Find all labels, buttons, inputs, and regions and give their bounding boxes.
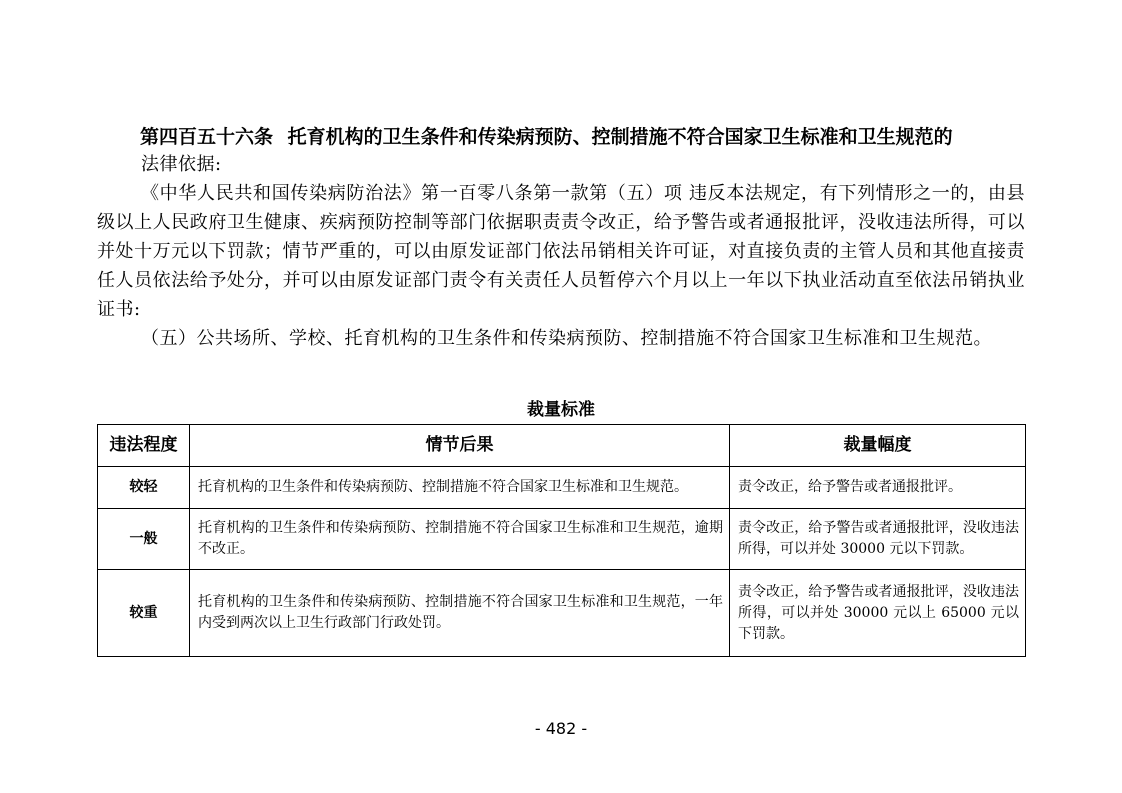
degree-cell: 较轻: [98, 467, 190, 509]
legal-basis-paragraph-1: 《中华人民共和国传染病防治法》第一百零八条第一款第（五）项 违反本法规定，有下列情形之一的，由县级以上人民政府卫生健康、疾病预防控制等部门依据职责责令改正，给予警告或者通报批评，没收违法所得，可以并处十万元以下罚款；情节严重的，可以由原发证部门依法吊销相关许可证，对直接负责的主管人员和其他直接责任人员依法给予处分，并可以由原发证部门责令有关责任人员暂停六个月以上一年以下执业活动直至依法吊销执业证书:: [97, 183, 1025, 320]
degree-cell: 一般: [98, 509, 190, 570]
table-title: 裁量标准: [527, 400, 595, 420]
range-cell: 责令改正，给予警告或者通报批评。: [730, 467, 1026, 509]
header-degree: 违法程度: [98, 425, 190, 467]
article-number: 第四百五十六条: [140, 126, 274, 148]
table-row: [98, 467, 1026, 509]
range-cell: 责令改正，给予警告或者通报批评，没收违法所得，可以并处 30000 元以下罚款。: [730, 509, 1026, 570]
header-range: 裁量幅度: [730, 425, 1026, 467]
table-row: [98, 509, 1026, 570]
circumstances-cell: 托育机构的卫生条件和传染病预防、控制措施不符合国家卫生标准和卫生规范，一年内受到两次以上卫生行政部门行政处罚。: [190, 570, 730, 657]
circumstances-cell: 托育机构的卫生条件和传染病预防、控制措施不符合国家卫生标准和卫生规范。: [190, 467, 730, 509]
degree-cell: 较重: [98, 570, 190, 657]
header-circumstances: 情节后果: [190, 425, 730, 467]
legal-basis-label: 法律依据:: [141, 154, 222, 175]
article-title: 托育机构的卫生条件和传染病预防、控制措施不符合国家卫生标准和卫生规范的: [287, 126, 953, 148]
legal-basis-paragraph-2: （五）公共场所、学校、托育机构的卫生条件和传染病预防、控制措施不符合国家卫生标准和卫生规范。: [141, 328, 992, 349]
article-heading: [140, 126, 1040, 148]
page-number: - 482 -: [534, 719, 588, 738]
discretion-standard-table: [97, 424, 1026, 657]
table-header-row: [98, 425, 1026, 467]
circumstances-cell: 托育机构的卫生条件和传染病预防、控制措施不符合国家卫生标准和卫生规范，逾期不改正。: [190, 509, 730, 570]
range-cell: 责令改正，给予警告或者通报批评，没收违法所得，可以并处 30000 元以上 65000 元以下罚款。: [730, 570, 1026, 657]
legal-basis-section: [97, 150, 1025, 353]
table-row: [98, 570, 1026, 657]
